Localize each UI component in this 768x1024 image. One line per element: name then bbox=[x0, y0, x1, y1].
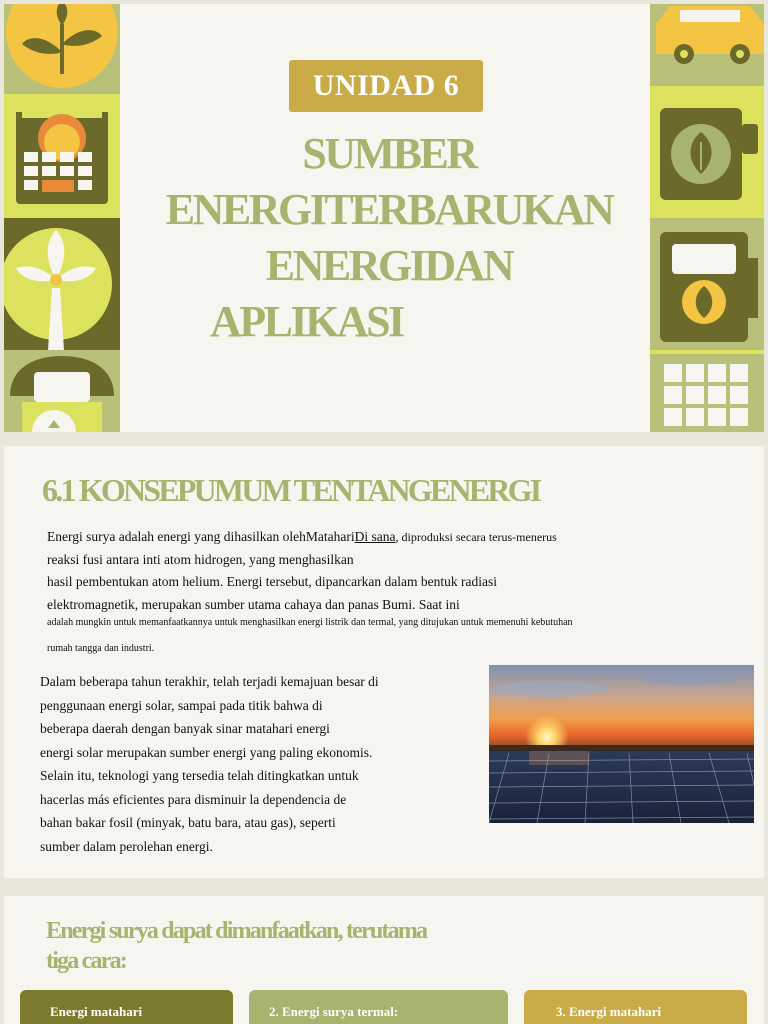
plant-sprout-icon bbox=[4, 4, 120, 94]
text-run: Energi surya adalah energi yang dihasilkan oleh bbox=[47, 529, 306, 544]
solar-house-icon bbox=[4, 94, 120, 218]
solar-panel-icon bbox=[650, 350, 764, 432]
paragraph-line: elektromagnetik, merupakan sumber utama cahaya dan panas Bumi. Saat ini bbox=[47, 596, 460, 612]
paragraph-line: bahan bakar fosil (minyak, batu bara, atau gas), seperti bbox=[40, 815, 336, 830]
cover-title bbox=[154, 126, 624, 350]
usage-section bbox=[4, 896, 764, 1024]
fuel-pump-icon bbox=[650, 218, 764, 350]
paragraph-line: rumah tangga dan industri. bbox=[47, 643, 155, 654]
solar-farm-sunset-image bbox=[489, 665, 754, 823]
cover-title-line-3: ENERGIDAN bbox=[265, 241, 513, 290]
cover-title-line-2: ENERGITERBARUKAN bbox=[165, 185, 613, 234]
paragraph-line: hasil pembentukan atom helium. Energi tersebut, dipancarkan dalam bentuk radiasi bbox=[47, 574, 497, 589]
wind-turbine-icon bbox=[4, 218, 120, 350]
usage-heading bbox=[46, 916, 486, 976]
right-decoration-strip bbox=[650, 4, 764, 432]
solar-progress-paragraph bbox=[40, 670, 390, 858]
unit-badge: UNIDAD 6 bbox=[289, 60, 483, 112]
paragraph-line bbox=[47, 526, 647, 549]
intro-paragraph bbox=[47, 526, 647, 656]
underlined-text: Di sana bbox=[354, 529, 396, 544]
paragraph-line: reaksi fusi antara inti atom hidrogen, yang menghasilkan bbox=[47, 551, 354, 567]
paragraph-line: Dalam beberapa tahun terakhir, telah terjadi kemajuan besar di bbox=[40, 674, 379, 689]
card-label: 2. Energi surya termal: bbox=[269, 1004, 399, 1019]
text-run: Matahari bbox=[305, 529, 355, 544]
paragraph-line: beberapa daerah dengan banyak sinar matahari energi bbox=[40, 721, 330, 736]
cover-title-line-4: APLIKASI bbox=[210, 297, 403, 346]
eco-battery-icon bbox=[650, 86, 764, 218]
text-run: , diproduksi secara terus-menerus bbox=[395, 530, 557, 544]
cover-title-line-1: SUMBER bbox=[302, 129, 476, 178]
left-decoration-strip bbox=[4, 4, 120, 432]
paragraph-line: sumber dalam perolehan energi. bbox=[40, 838, 213, 854]
usage-card-solar-energy bbox=[20, 990, 233, 1024]
usage-heading-line-2: tiga cara: bbox=[46, 948, 126, 974]
usage-card-solar-thermal bbox=[249, 990, 508, 1024]
paragraph-line: hacerlas más eficientes para disminuir la dependencia de bbox=[40, 791, 347, 807]
cover-section bbox=[4, 4, 764, 432]
card-label: Energi matahari bbox=[50, 1004, 143, 1019]
paragraph-line: energi solar merupakan sumber energi yang paling ekonomis. bbox=[40, 744, 373, 760]
electric-car-icon bbox=[650, 4, 764, 86]
usage-card-solar-3 bbox=[524, 990, 747, 1024]
paragraph-line: adalah mungkin untuk memanfaatkannya untuk menghasilkan energi listrik dan termal, yang ditujukan untuk memenuhi kebutuhan bbox=[47, 617, 573, 628]
section-heading: 6.1 KONSEPUMUM TENTANGENERGI bbox=[42, 472, 540, 508]
paragraph-line: penggunaan energi solar, sampai pada titik bahwa di bbox=[40, 697, 323, 713]
energy-concept-section bbox=[4, 446, 764, 878]
recycle-bin-icon bbox=[4, 350, 120, 432]
usage-heading-line-1: Energi surya dapat dimanfaatkan, terutama bbox=[46, 918, 427, 944]
paragraph-line: Selain itu, teknologi yang tersedia telah ditingkatkan untuk bbox=[40, 768, 359, 783]
card-label: 3. Energi matahari bbox=[556, 1004, 662, 1019]
